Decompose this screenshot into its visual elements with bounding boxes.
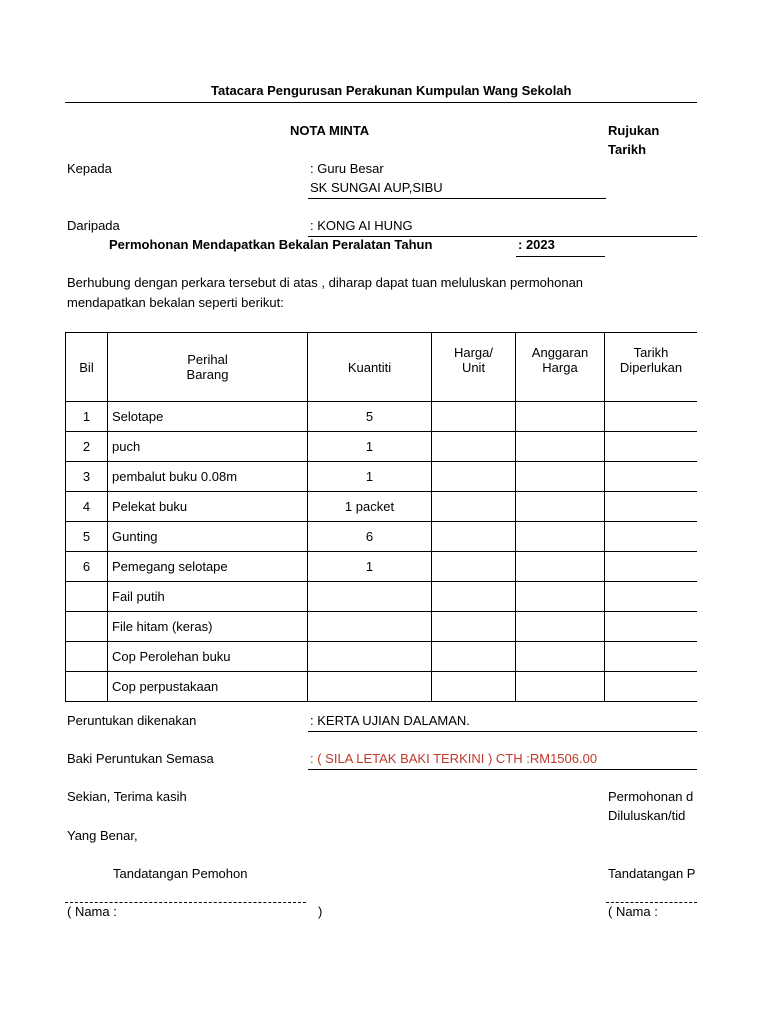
- row-qty: [308, 642, 432, 672]
- yang-benar-text: Yang Benar,: [67, 828, 138, 843]
- diluluskan-label: Diluluskan/tid: [608, 808, 686, 823]
- row-bil: 3: [66, 462, 108, 492]
- row-qty: 1: [308, 432, 432, 462]
- row-bil: [66, 672, 108, 702]
- row-item: Cop perpustakaan: [108, 672, 308, 702]
- row-tarikh: [605, 462, 698, 492]
- signature-line-right: [606, 902, 697, 903]
- row-tarikh: [605, 522, 698, 552]
- daripada-label: Daripada: [67, 218, 120, 233]
- baki-underline: [308, 769, 697, 770]
- row-tarikh: [605, 642, 698, 672]
- intro-line-2: mendapatkan bekalan seperti berikut:: [67, 295, 284, 310]
- tandatangan-pelulus-label: Tandatangan P: [608, 866, 696, 881]
- row-tarikh: [605, 432, 698, 462]
- kepada-underline: [308, 198, 606, 199]
- table-row: [66, 552, 698, 582]
- signature-line-left: [65, 902, 306, 903]
- row-tarikh: [605, 552, 698, 582]
- header-harga-unit: Harga/ Unit: [432, 333, 516, 402]
- row-bil: [66, 582, 108, 612]
- table-row: [66, 462, 698, 492]
- row-harga: [432, 552, 516, 582]
- intro-line-1: Berhubung dengan perkara tersebut di atas , diharap dapat tuan meluluskan permohonan: [67, 275, 584, 290]
- row-anggaran: [516, 642, 605, 672]
- row-item: Fail putih: [108, 582, 308, 612]
- items-table: [65, 332, 697, 702]
- document-title: Tatacara Pengurusan Perakunan Kumpulan Wang Sekolah: [211, 83, 572, 98]
- permohonan-underline: [516, 256, 605, 257]
- row-harga: [432, 612, 516, 642]
- peruntukan-label: Peruntukan dikenakan: [67, 713, 197, 728]
- table-row: [66, 402, 698, 432]
- row-anggaran: [516, 672, 605, 702]
- row-anggaran: [516, 492, 605, 522]
- kepada-value: : Guru Besar: [310, 161, 384, 176]
- table-row: [66, 642, 698, 672]
- row-harga: [432, 462, 516, 492]
- row-item: File hitam (keras): [108, 612, 308, 642]
- nota-minta-title: NOTA MINTA: [290, 123, 370, 138]
- row-harga: [432, 642, 516, 672]
- header-anggaran-harga: Anggaran Harga: [516, 333, 605, 402]
- row-bil: 1: [66, 402, 108, 432]
- row-qty: 1 packet: [308, 492, 432, 522]
- rujukan-label: Rujukan: [608, 123, 660, 138]
- baki-value: : ( SILA LETAK BAKI TERKINI ) CTH :RM1506.00: [310, 751, 598, 766]
- row-bil: 6: [66, 552, 108, 582]
- row-item: puch: [108, 432, 308, 462]
- table-row: [66, 432, 698, 462]
- nama-left-close: ): [318, 904, 323, 919]
- row-qty: 1: [308, 462, 432, 492]
- row-bil: 5: [66, 522, 108, 552]
- row-anggaran: [516, 432, 605, 462]
- permohonan-label: Permohonan Mendapatkan Bekalan Peralatan Tahun: [109, 237, 433, 252]
- row-anggaran: [516, 522, 605, 552]
- row-harga: [432, 582, 516, 612]
- row-bil: 2: [66, 432, 108, 462]
- row-item: Gunting: [108, 522, 308, 552]
- row-tarikh: [605, 612, 698, 642]
- row-bil: [66, 612, 108, 642]
- row-harga: [432, 672, 516, 702]
- row-tarikh: [605, 402, 698, 432]
- peruntukan-value: : KERTA UJIAN DALAMAN.: [310, 713, 470, 728]
- table-row: [66, 522, 698, 552]
- row-harga: [432, 522, 516, 552]
- row-item: Pemegang selotape: [108, 552, 308, 582]
- daripada-value: : KONG AI HUNG: [310, 218, 413, 233]
- nama-right-label: ( Nama :: [608, 904, 658, 919]
- table-row: [66, 492, 698, 522]
- permohonan-status-label: Permohonan d: [608, 789, 694, 804]
- tarikh-label: Tarikh: [608, 142, 647, 157]
- row-item: Cop Perolehan buku: [108, 642, 308, 672]
- permohonan-year: : 2023: [518, 237, 555, 252]
- row-qty: 5: [308, 402, 432, 432]
- row-anggaran: [516, 552, 605, 582]
- table-row: [66, 672, 698, 702]
- baki-label: Baki Peruntukan Semasa: [67, 751, 214, 766]
- row-qty: [308, 582, 432, 612]
- row-anggaran: [516, 402, 605, 432]
- row-item: pembalut buku 0.08m: [108, 462, 308, 492]
- row-anggaran: [516, 582, 605, 612]
- sekian-text: Sekian, Terima kasih: [67, 789, 187, 804]
- header-bil: Bil: [66, 333, 108, 402]
- header-kuantiti: Kuantiti: [308, 333, 432, 402]
- row-item: Selotape: [108, 402, 308, 432]
- row-anggaran: [516, 612, 605, 642]
- table-row: [66, 582, 698, 612]
- row-qty: 6: [308, 522, 432, 552]
- header-perihal-barang: Perihal Barang: [108, 333, 308, 402]
- row-item: Pelekat buku: [108, 492, 308, 522]
- row-bil: [66, 642, 108, 672]
- kepada-school: SK SUNGAI AUP,SIBU: [310, 180, 443, 195]
- row-tarikh: [605, 492, 698, 522]
- nama-left-label: ( Nama :: [67, 904, 117, 919]
- row-anggaran: [516, 462, 605, 492]
- table-header-row: [66, 333, 698, 402]
- row-harga: [432, 432, 516, 462]
- row-bil: 4: [66, 492, 108, 522]
- header-divider: [65, 102, 697, 103]
- row-qty: [308, 672, 432, 702]
- row-qty: [308, 612, 432, 642]
- row-qty: 1: [308, 552, 432, 582]
- row-tarikh: [605, 672, 698, 702]
- kepada-label: Kepada: [67, 161, 112, 176]
- header-tarikh-diperlukan: Tarikh Diperlukan: [605, 333, 698, 402]
- row-tarikh: [605, 582, 698, 612]
- peruntukan-underline: [308, 731, 697, 732]
- row-harga: [432, 492, 516, 522]
- table-row: [66, 612, 698, 642]
- tandatangan-pemohon-label: Tandatangan Pemohon: [113, 866, 248, 881]
- row-harga: [432, 402, 516, 432]
